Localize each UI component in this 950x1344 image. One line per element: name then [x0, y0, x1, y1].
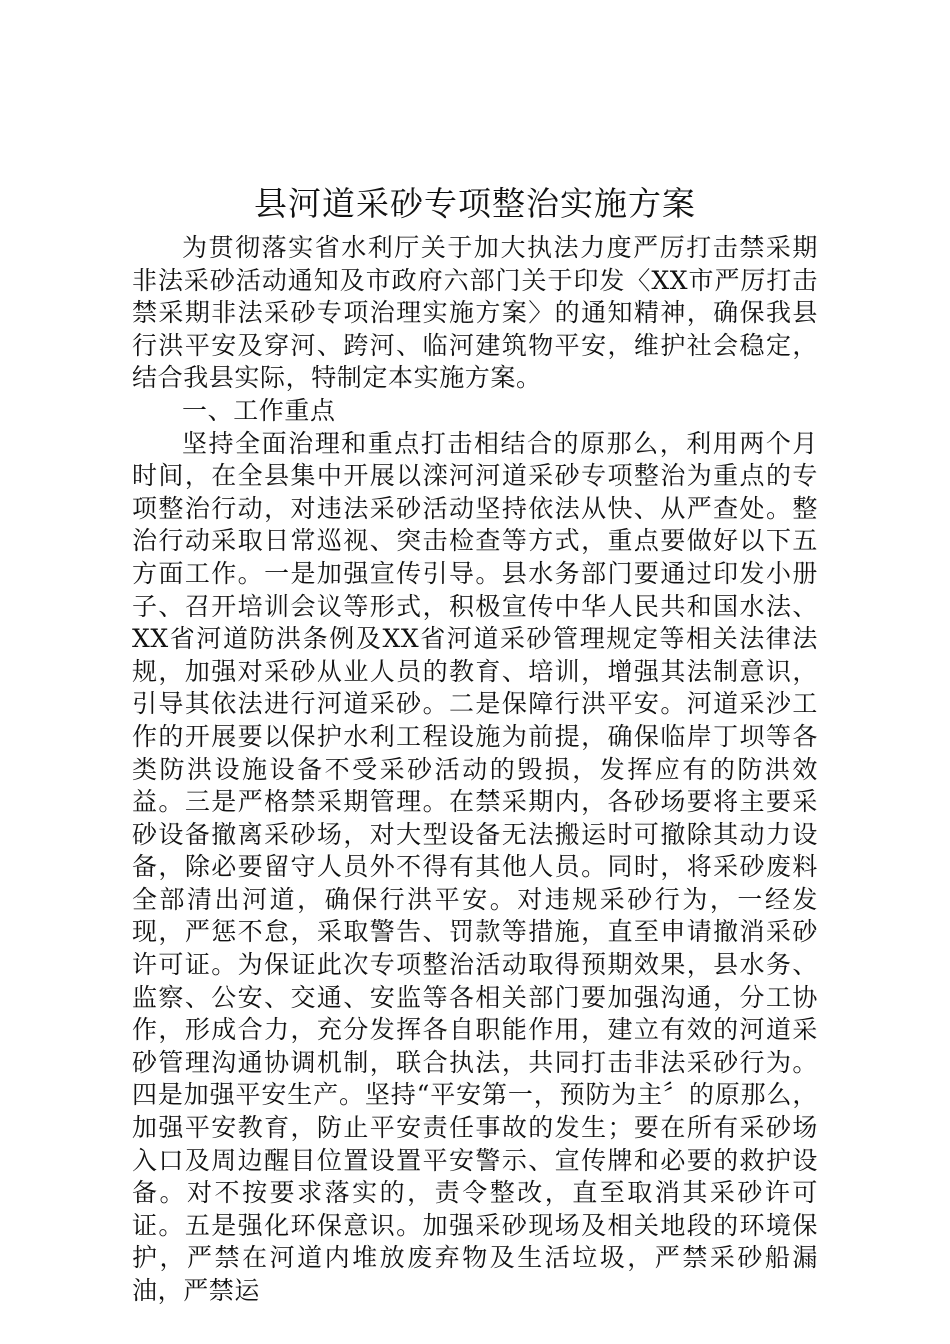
body-paragraph: 坚持全面治理和重点打击相结合的原那么，利用两个月时间，在全县集中开展以滦河河道采砂专项整治为重点的专项整治行动，对违法采砂活动坚持依法从快、从严查处。整治行动采取日常巡视、突击检查等方式，重点要做好以下五方面工作。一是加强宣传引导。县水务部门要通过印发小册子、召开培训会议等形式，积极宣传中华人民共和国水法、XX省河道防洪条例及XX省河道采砂管理规定等相关法律法规，加强对采砂从业人员的教育、培训，增强其法制意识，引导其依法进行河道采砂。二是保障行洪平安。河道采沙工作的开展要以保护水利工程设施为前提，确保临岸丁坝等各类防洪设施设备不受采砂活动的毁损，发挥应有的防洪效益。三是严格禁采期管理。在禁采期内，各砂场要将主要采砂设备撤离采砂场，对大型设备无法搬运时可撤除其动力设备，除必要留守人员外不得有其他人员。同时，将采砂废料全部清出河道，确保行洪平安。对违规采砂行为，一经发现，严惩不怠，采取警告、罚款等措施，直至申请撤消采砂许可证。为保证此次专项整治活动取得预期效果，县水务、监察、公安、交通、安监等各相关部门要加强沟通，分工协作，形成合力，充分发挥各自职能作用，建立有效的河道采砂管理沟通协调机制，联合执法，共同打击非法采砂行为。四是加强平安生产。坚持“平安第一，预防为主〞的原那么，加强平安教育，防止平安责任事故的发生；要在所有采砂场入口及周边醒目位置设置平安警示、宣传牌和必要的救护设备。对不按要求落实的，责令整改，直至取消其采砂许可证。五是强化环保意识。加强采砂现场及相关地段的环境保护，严禁在河道内堆放废弃物及生活垃圾，严禁采砂船漏油，严禁运 [132, 428, 818, 1305]
document-title: 县河道采砂专项整治实施方案 [254, 184, 696, 223]
document-body [132, 232, 818, 1308]
intro-paragraph: 为贯彻落实省水利厅关于加大执法力度严厉打击禁采期非法采砂活动通知及市政府六部门关于印发〈XX市严厉打击禁采期非法采砂专项治理实施方案〉的通知精神，确保我县行洪平安及穿河、跨河、临河建筑物平安，维护社会稳定，结合我县实际，特制定本实施方案。 [132, 233, 818, 393]
section-heading: 一、工作重点 [182, 395, 336, 425]
